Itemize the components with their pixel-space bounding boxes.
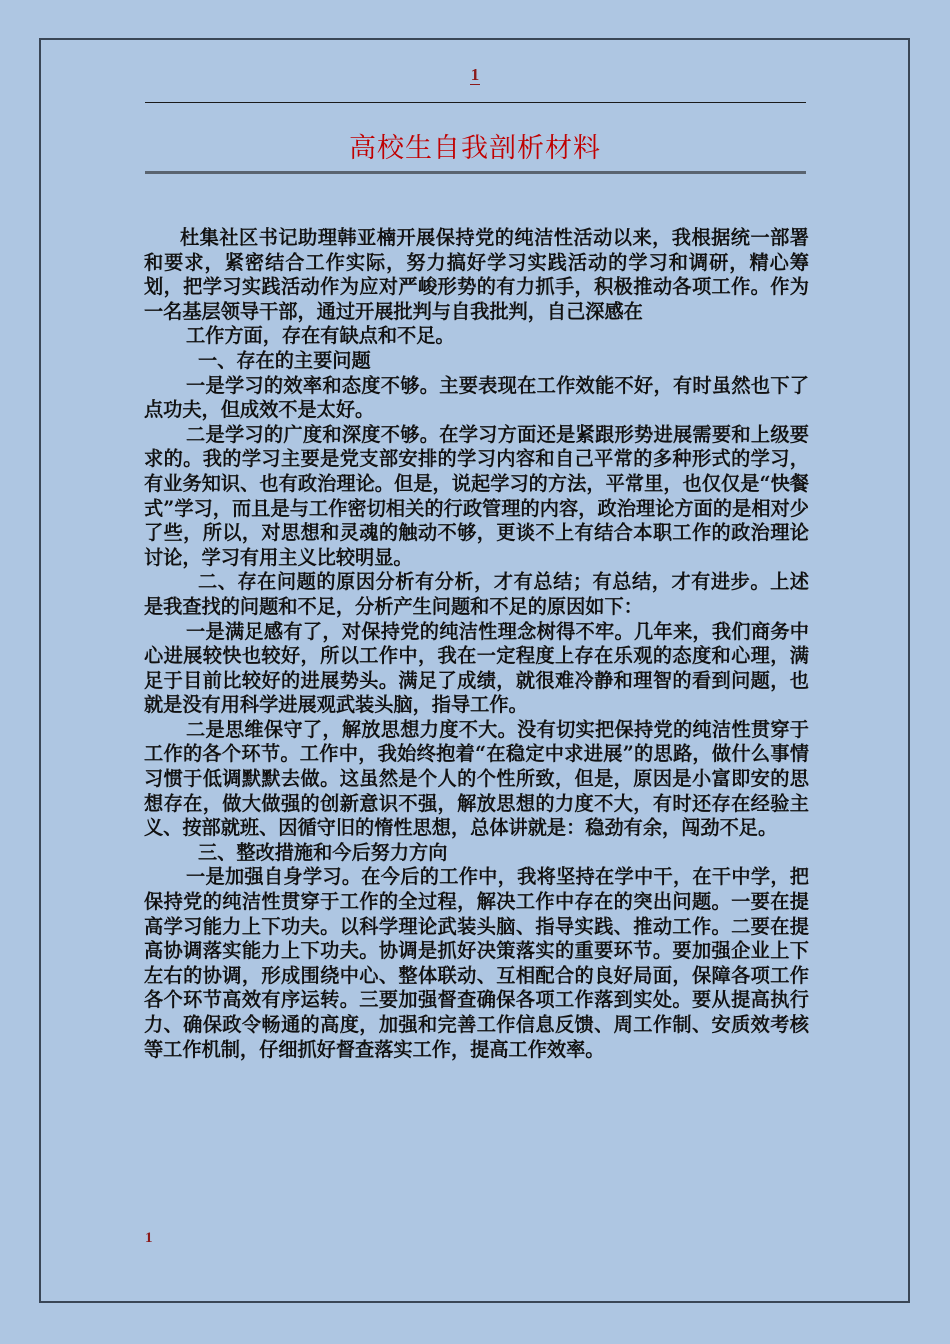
footer-page-number: 1 — [145, 1230, 153, 1246]
section-heading-causes: 二、存在问题的原因分析有分析，才有总结；有总结，才有进步。上述是我查找的问题和不足，分析产生问题和不足的原因如下： — [144, 570, 809, 618]
header-page-number: 1 — [470, 65, 480, 84]
document-title: 高校生自我剖析材料 — [349, 133, 601, 164]
header-divider — [145, 102, 806, 103]
paragraph-problem-2: 二是学习的广度和深度不够。在学习方面还是紧跟形势进展需要和上级要求的。我的学习主要是党支部安排的学习内容和自己平常的多种形式的学习，有业务知识、也有政治理论。但是，说起学习的方法，平常里，也仅仅是“快餐式”学习，而且是与工作密切相关的行政管理的内容，政治理论方面的是相对少了些，所以，对思想和灵魂的触动不够，更谈不上有结合本职工作的政治理论讨论，学习有用主义比较明显。 — [144, 422, 809, 569]
section-heading-problems: 一、存在的主要问题 — [198, 348, 371, 372]
title-divider — [145, 171, 806, 174]
paragraph-cause-2: 二是思维保守了，解放思想力度不大。没有切实把保持党的纯洁性贯穿于工作的各个环节。工作中，我始终抱着“在稳定中求进展”的思路，做什么事情习惯于低调默默去做。这虽然是个人的个性所致，但是，原因是小富即安的思想存在，做大做强的创新意识不强，解放思想的力度不大，有时还存在经验主义、按部就班、因循守旧的惰性思想，总体讲就是：稳劲有余，闯劲不足。 — [144, 717, 809, 840]
paragraph-intro: 杜集社区书记助理韩亚楠开展保持党的纯洁性活动以来，我根据统一部署和要求，紧密结合工作实际，努力搞好学习实践活动的学习和调研，精心筹划，把学习实践活动作为应对严峻形势的有力抓手，积极推动各项工作。作为一名基层领导干部，通过开展批判与自我批判，自己深感在 — [144, 226, 809, 323]
paragraph-measure-1: 一是加强自身学习。在今后的工作中，我将坚持在学中干，在干中学，把保持党的纯洁性贯穿于工作的全过程，解决工作中存在的突出问题。一要在提高学习能力上下功夫。以科学理论武装头脑、指导实践、推动工作。二要在提高协调落实能力上下功夫。协调是抓好决策落实的重要环节。要加强企业上下左右的协调，形成围绕中心、整体联动、互相配合的良好局面，保障各项工作各个环节高效有序运转。三要加强督查确保各项工作落到实处。要从提高执行力、确保政令畅通的高度，加强和完善工作信息反馈、周工作制、安质效考核等工作机制，仔细抓好督查落实工作，提高工作效率。 — [144, 865, 809, 1061]
paragraph-intro-continued: 工作方面，存在有缺点和不足。 — [186, 324, 455, 348]
paragraph-cause-1: 一是满足感有了，对保持党的纯洁性理念树得不牢。几年来，我们商务中心进展较快也较好，所以工作中，我在一定程度上存在乐观的态度和心理，满足于目前比较好的进展势头。满足了成绩，就很难冷静和理智的看到问题，也就是没有用科学进展观武装头脑，指导工作。 — [144, 619, 809, 717]
paragraph-problem-1: 一是学习的效率和态度不够。主要表现在工作效能不好，有时虽然也下了点功夫，但成效不是太好。 — [144, 373, 809, 422]
document-body — [144, 226, 809, 1062]
section-heading-measures: 三、整改措施和今后努力方向 — [198, 840, 448, 864]
